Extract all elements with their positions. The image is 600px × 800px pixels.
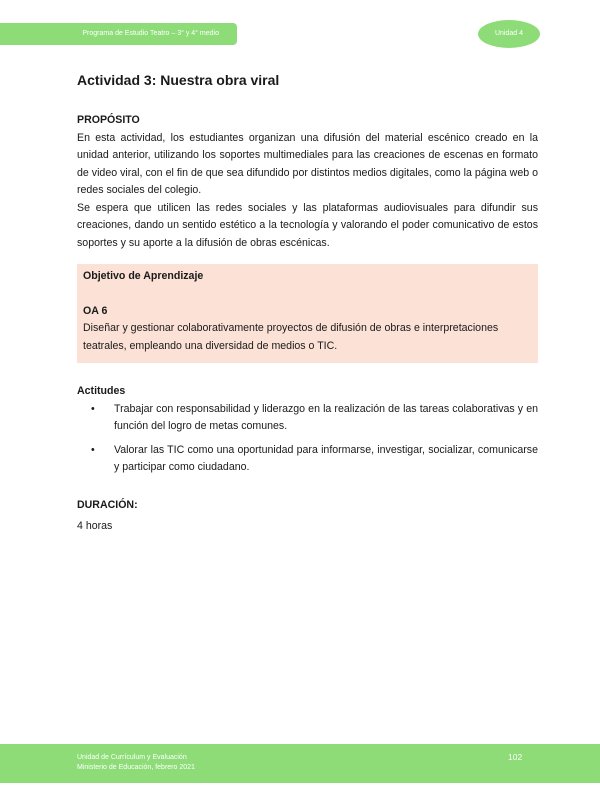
program-header: Programa de Estudio Teatro – 3° y 4° medio (0, 23, 237, 45)
page-number: 102 (508, 752, 523, 762)
footer-ministry: Ministerio de Educación, febrero 2021 (77, 764, 195, 771)
purpose-heading: PROPÓSITO (77, 114, 140, 126)
unit-badge: Unidad 4 (478, 20, 540, 48)
list-item-text: Trabajar con responsabilidad y liderazgo en la realización de las tareas colaborativas y en función del logro de metas comunes. (114, 402, 538, 432)
purpose-paragraph: Se espera que utilicen las redes sociales y las plataformas audiovisuales para difundir sus creaciones, dando un sentido estético a la tecnología y valorando el poder comunicativo de estos soportes y su aporte a la difusión de obras escénicas. (77, 201, 538, 249)
objective-heading: Objetivo de Aprendizaje (83, 270, 204, 282)
page-content (77, 70, 538, 536)
bullet-icon: • (91, 402, 95, 415)
footer-unit: Unidad de Currículum y Evaluación (77, 754, 187, 761)
list-item-text: Valorar las TIC como una oportunidad para informarse, investigar, socializar, comunicarse y participar como ciudadano. (114, 443, 538, 473)
list-item (77, 401, 538, 436)
page-title: Actividad 3: Nuestra obra viral (77, 72, 280, 88)
bullet-icon: • (91, 443, 95, 456)
objective-text: Diseñar y gestionar colaborativamente proyectos de difusión de obras e interpretaciones teatrales, empleando una diversidad de medios o TIC. (83, 322, 499, 352)
purpose-paragraph: En esta actividad, los estudiantes organizan una difusión del material escénico creado en la unidad anterior, utilizando los soportes multimediales para las creaciones de escenas en formato de video viral, con el fin de que sea difundido por distintos medios digitales, como la página web o redes sociales del colegio. (77, 131, 538, 196)
attitudes-list (77, 401, 538, 477)
list-item (77, 442, 538, 477)
objective-code: OA 6 (83, 304, 108, 317)
duration-value: 4 horas (77, 520, 113, 532)
attitudes-heading: Actitudes (77, 385, 126, 397)
page-footer (0, 744, 600, 783)
duration-heading: DURACIÓN: (77, 498, 138, 511)
learning-objective-box (77, 264, 538, 363)
